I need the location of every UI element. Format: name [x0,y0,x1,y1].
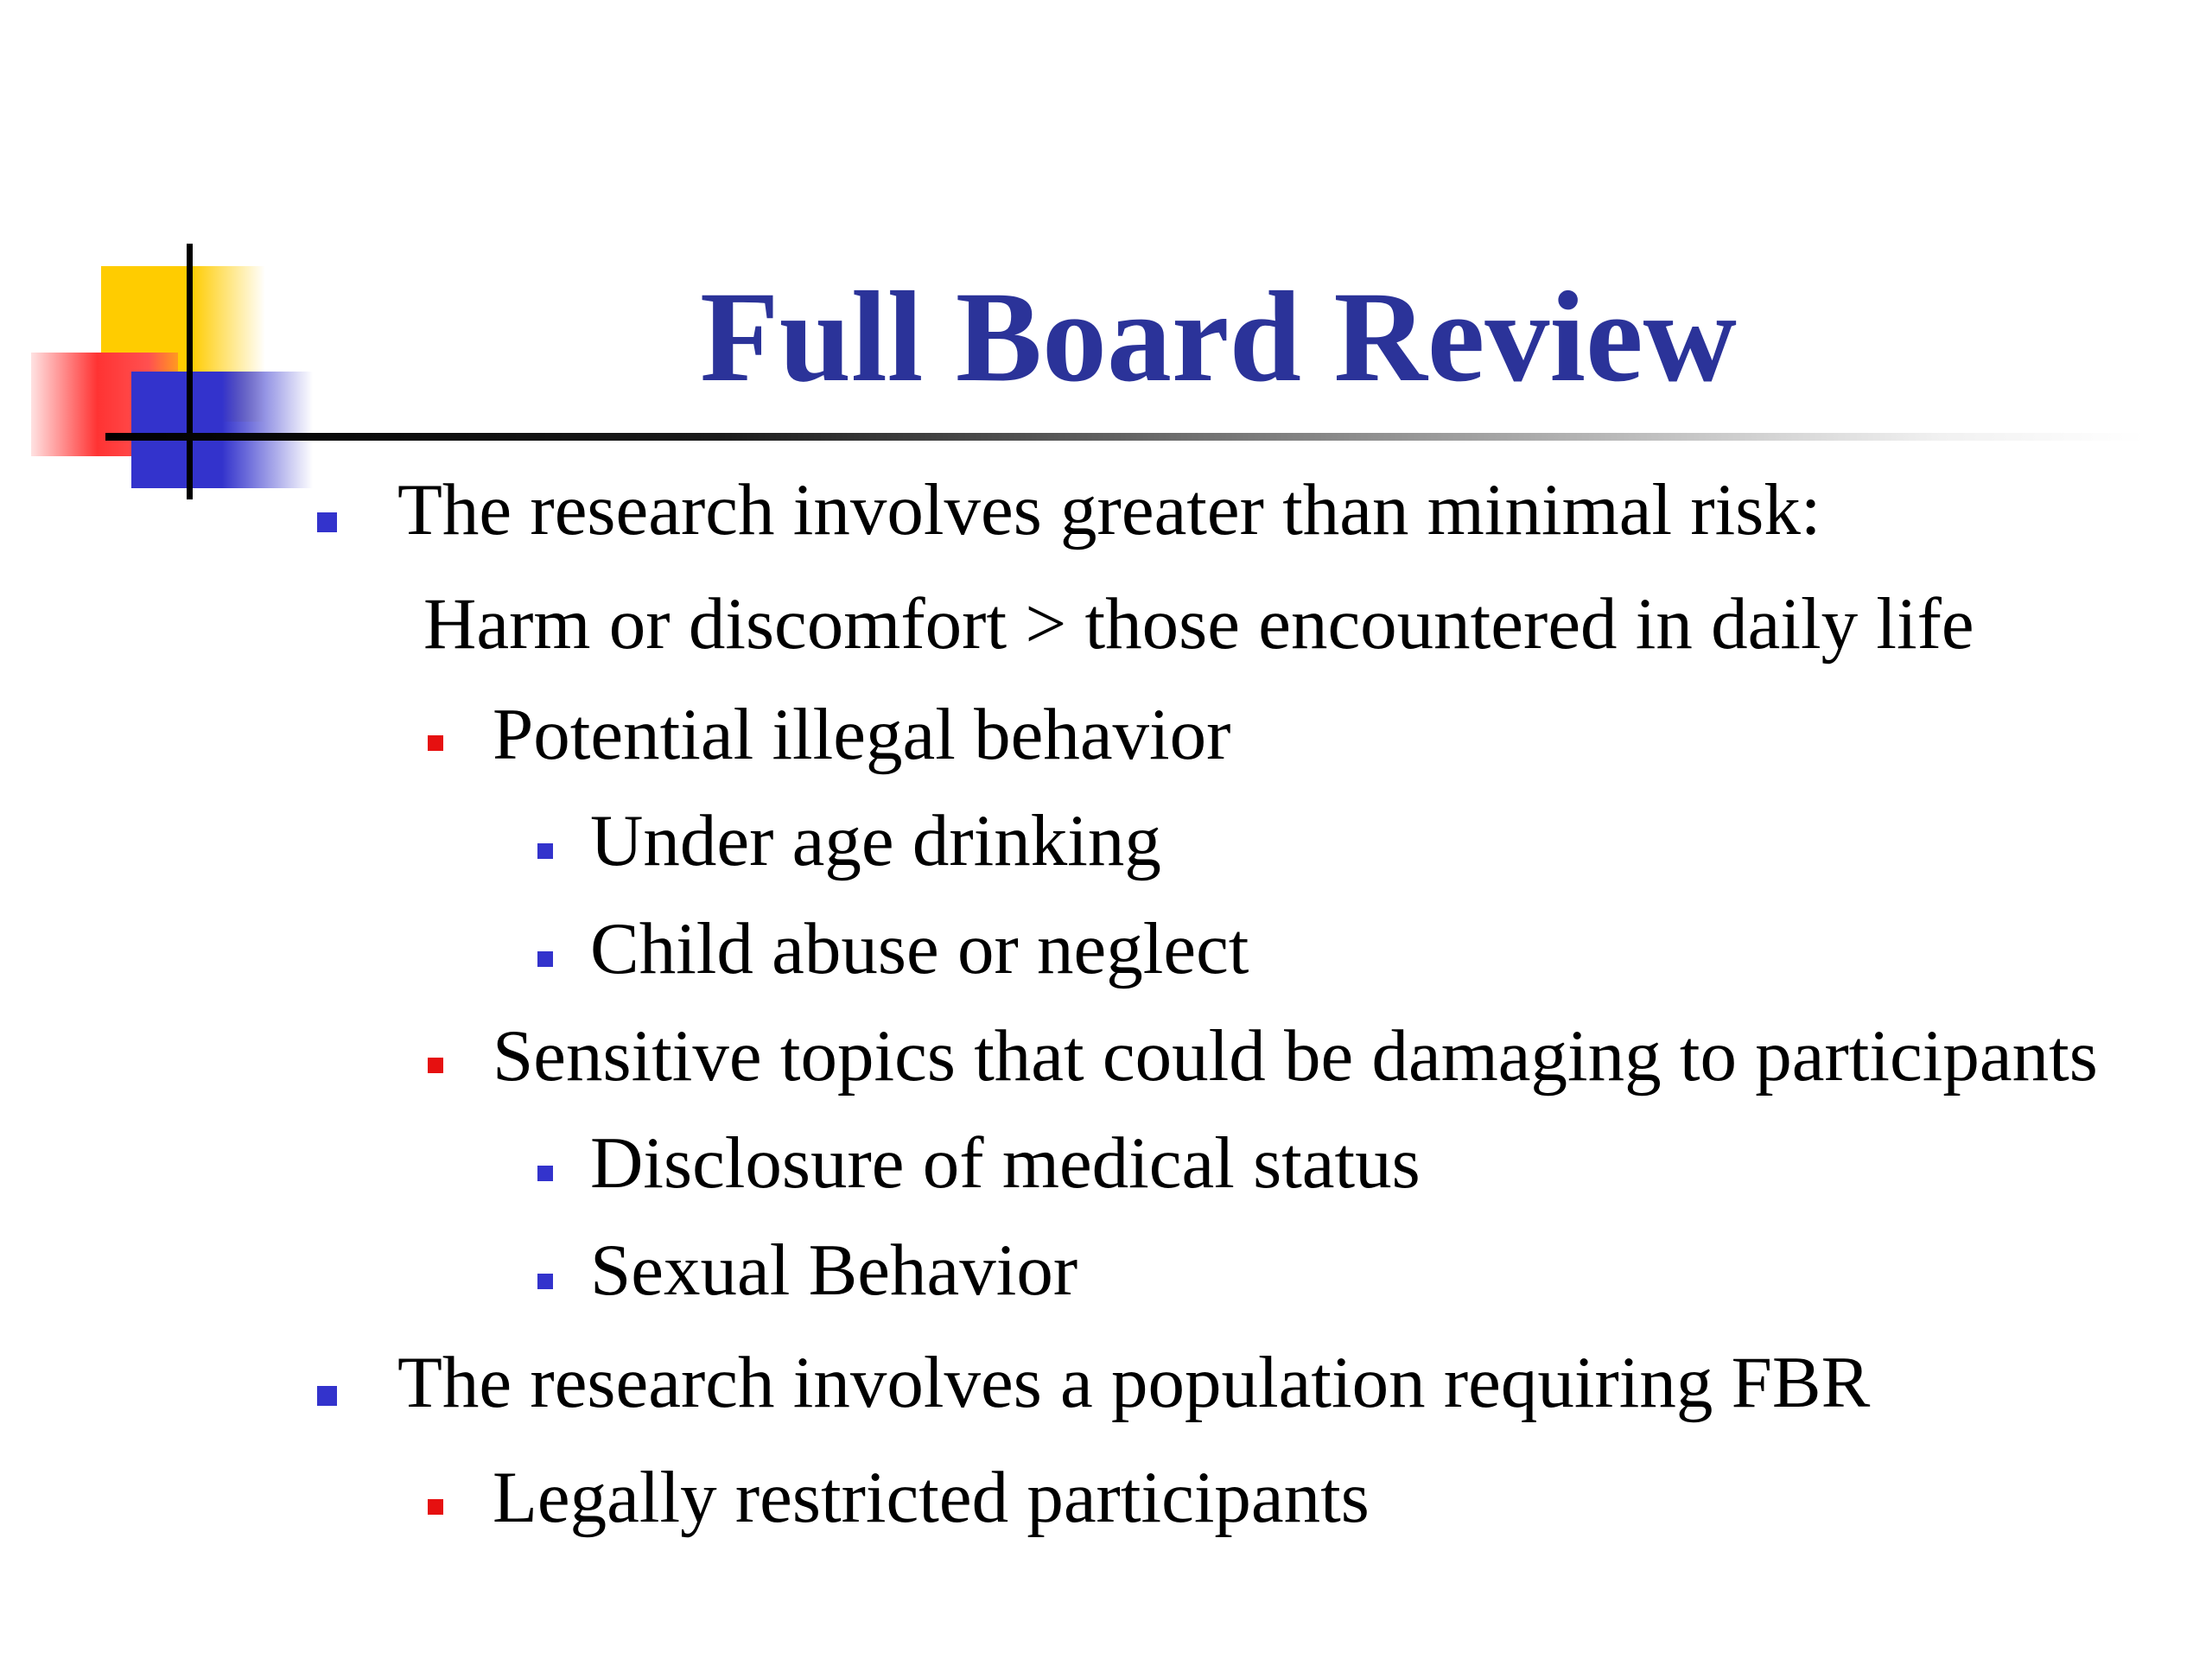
slide-title: Full Board Review [700,265,1737,409]
bullet-item: Potential illegal behavior [493,694,1231,775]
bullet-square-icon [317,1386,337,1406]
bullet-square-icon [428,735,443,751]
bullet-item: Under age drinking [590,800,1161,881]
bullet-item: The research involves a population requiring FBR [397,1342,1871,1423]
bullet-item: Disclosure of medical status [590,1122,1421,1204]
bullet-square-icon [428,1499,443,1515]
bullet-square-icon [537,951,553,967]
bullet-item: Child abuse or neglect [590,908,1249,989]
bullet-square-icon [537,1274,553,1289]
bullet-square-icon [428,1058,443,1073]
bullet-item: Sexual Behavior [590,1230,1078,1311]
bullet-square-icon [537,1166,553,1181]
bullet-item: Sensitive topics that could be damaging to participants [493,1015,2098,1096]
title-underline-rule [105,433,2145,441]
bullet-item: The research involves greater than minimal risk: [397,469,1821,550]
bullet-item: Legally restricted participants [493,1457,1370,1538]
bullet-square-icon [537,843,553,859]
bullet-continuation: Harm or discomfort > those encountered in daily life [423,583,1974,664]
bullet-square-icon [317,512,337,532]
